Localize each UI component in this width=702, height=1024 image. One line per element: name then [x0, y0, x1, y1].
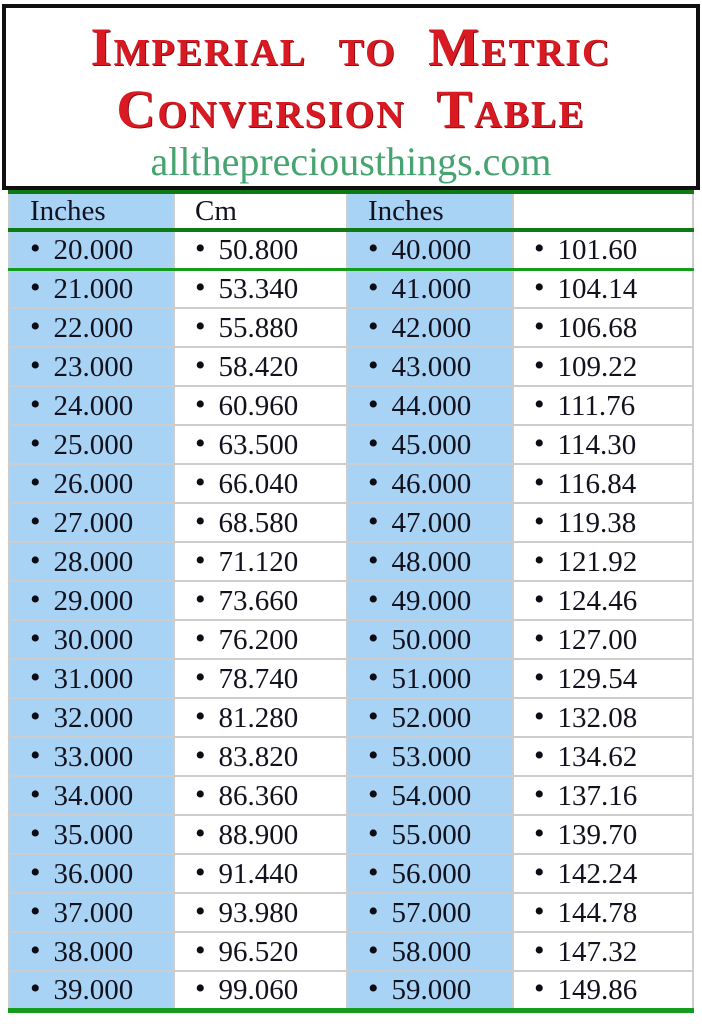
- cell-value: 33.000: [53, 740, 134, 773]
- cell-value: 26.000: [53, 467, 134, 500]
- table-cell: [513, 776, 693, 815]
- cell-value: 48.000: [391, 545, 472, 578]
- bullet-icon: •: [195, 660, 206, 694]
- table-cell: [513, 386, 693, 425]
- table-cell: [174, 503, 347, 542]
- cell-value: 58.420: [218, 350, 299, 383]
- cell-value: 137.16: [557, 779, 638, 812]
- cell-value: 63.500: [218, 428, 299, 461]
- table-cell: [9, 932, 174, 971]
- page-title-line2: Conversion Table: [116, 79, 586, 139]
- bullet-icon: •: [195, 348, 206, 382]
- bullet-icon: •: [368, 971, 379, 1005]
- cell-value: 114.30: [557, 428, 637, 461]
- cell-value: 27.000: [53, 506, 134, 539]
- bullet-icon: •: [534, 543, 545, 577]
- table-cell: [513, 893, 693, 932]
- table-row: [9, 737, 693, 776]
- table-cell: [174, 893, 347, 932]
- cell-value: 38.000: [53, 935, 134, 968]
- cell-value: 55.000: [391, 818, 472, 851]
- bullet-icon: •: [30, 465, 41, 499]
- table-cell: [513, 269, 693, 308]
- cell-value: 96.520: [218, 935, 299, 968]
- cell-value: 22.000: [53, 311, 134, 344]
- table-cell: [9, 464, 174, 503]
- cell-value: 58.000: [391, 935, 472, 968]
- bullet-icon: •: [30, 816, 41, 850]
- bullet-icon: •: [30, 738, 41, 772]
- cell-value: 111.76: [557, 389, 636, 422]
- bullet-icon: •: [368, 387, 379, 421]
- table-row: [9, 971, 693, 1010]
- table-cell: [513, 308, 693, 347]
- table-cell: [347, 698, 513, 737]
- bullet-icon: •: [534, 309, 545, 343]
- table-cell: [174, 854, 347, 893]
- table-cell: [9, 893, 174, 932]
- cell-value: 56.000: [391, 857, 472, 890]
- bullet-icon: •: [534, 231, 545, 265]
- cell-value: 30.000: [53, 623, 134, 656]
- table-cell: [513, 503, 693, 542]
- table-cell: [513, 620, 693, 659]
- table-cell: [174, 425, 347, 464]
- cell-value: 83.820: [218, 740, 299, 773]
- cell-value: 119.38: [557, 506, 637, 539]
- cell-value: 42.000: [391, 311, 472, 344]
- bullet-icon: •: [368, 894, 379, 928]
- cell-value: 21.000: [53, 272, 134, 305]
- table-cell: [513, 854, 693, 893]
- bullet-icon: •: [368, 621, 379, 655]
- cell-value: 116.84: [557, 467, 637, 500]
- column-header: Inches: [347, 192, 513, 230]
- table-row: [9, 932, 693, 971]
- bullet-icon: •: [534, 426, 545, 460]
- bullet-icon: •: [534, 933, 545, 967]
- table-cell: [513, 347, 693, 386]
- bullet-icon: •: [195, 270, 206, 304]
- table-cell: [513, 737, 693, 776]
- table-row: [9, 815, 693, 854]
- cell-value: 23.000: [53, 350, 134, 383]
- bullet-icon: •: [195, 971, 206, 1005]
- table-cell: [9, 230, 174, 269]
- table-header-row: [9, 192, 693, 230]
- cell-value: 66.040: [218, 467, 299, 500]
- table-cell: [347, 503, 513, 542]
- cell-value: 142.24: [557, 857, 638, 890]
- cell-value: 55.880: [218, 311, 299, 344]
- table-cell: [174, 815, 347, 854]
- table-cell: [513, 542, 693, 581]
- table-cell: [9, 581, 174, 620]
- table-cell: [347, 308, 513, 347]
- bullet-icon: •: [368, 777, 379, 811]
- bullet-icon: •: [30, 777, 41, 811]
- bullet-icon: •: [534, 855, 545, 889]
- bullet-icon: •: [30, 933, 41, 967]
- bullet-icon: •: [30, 504, 41, 538]
- cell-value: 73.660: [218, 584, 299, 617]
- bullet-icon: •: [195, 855, 206, 889]
- table-cell: [347, 542, 513, 581]
- cell-value: 28.000: [53, 545, 134, 578]
- table-row: [9, 542, 693, 581]
- bullet-icon: •: [368, 855, 379, 889]
- cell-value: 68.580: [218, 506, 299, 539]
- table-cell: [513, 659, 693, 698]
- page-title-line1: Imperial to Metric: [90, 17, 612, 77]
- cell-value: 50.800: [218, 233, 299, 266]
- table-cell: [9, 776, 174, 815]
- bullet-icon: •: [368, 504, 379, 538]
- table-cell: [513, 425, 693, 464]
- bullet-icon: •: [30, 582, 41, 616]
- table-cell: [9, 620, 174, 659]
- table-cell: [347, 620, 513, 659]
- cell-value: 76.200: [218, 623, 299, 656]
- cell-value: 46.000: [391, 467, 472, 500]
- bullet-icon: •: [30, 270, 41, 304]
- cell-value: 44.000: [391, 389, 472, 422]
- conversion-table: [8, 190, 694, 1013]
- cell-value: 134.62: [557, 740, 638, 773]
- cell-value: 40.000: [391, 233, 472, 266]
- bullet-icon: •: [195, 543, 206, 577]
- table-cell: [9, 347, 174, 386]
- table-cell: [9, 659, 174, 698]
- bullet-icon: •: [534, 660, 545, 694]
- cell-value: 34.000: [53, 779, 134, 812]
- bullet-icon: •: [534, 738, 545, 772]
- bullet-icon: •: [195, 777, 206, 811]
- cell-value: 71.120: [218, 545, 299, 578]
- table-row: [9, 386, 693, 425]
- bullet-icon: •: [534, 621, 545, 655]
- cell-value: 20.000: [53, 233, 134, 266]
- table-cell: [9, 737, 174, 776]
- table-cell: [347, 230, 513, 269]
- table-row: [9, 503, 693, 542]
- table-cell: [347, 815, 513, 854]
- bullet-icon: •: [195, 465, 206, 499]
- bullet-icon: •: [368, 270, 379, 304]
- table-cell: [9, 971, 174, 1010]
- table-cell: [9, 269, 174, 308]
- bullet-icon: •: [368, 738, 379, 772]
- table-row: [9, 893, 693, 932]
- bullet-icon: •: [195, 231, 206, 265]
- bullet-icon: •: [30, 855, 41, 889]
- table-cell: [174, 386, 347, 425]
- bullet-icon: •: [195, 894, 206, 928]
- bullet-icon: •: [30, 309, 41, 343]
- cell-value: 106.68: [557, 311, 638, 344]
- table-cell: [9, 815, 174, 854]
- table-row: [9, 776, 693, 815]
- bullet-icon: •: [368, 426, 379, 460]
- cell-value: 51.000: [391, 662, 472, 695]
- bullet-icon: •: [534, 387, 545, 421]
- table-cell: [174, 308, 347, 347]
- cell-value: 39.000: [53, 973, 134, 1006]
- bullet-icon: •: [368, 660, 379, 694]
- cell-value: 53.340: [218, 272, 299, 305]
- cell-value: 49.000: [391, 584, 472, 617]
- cell-value: 50.000: [391, 623, 472, 656]
- table-cell: [347, 971, 513, 1010]
- table-cell: [347, 776, 513, 815]
- table-cell: [9, 854, 174, 893]
- table-row: [9, 425, 693, 464]
- table-row: [9, 659, 693, 698]
- bullet-icon: •: [368, 699, 379, 733]
- table-row: [9, 698, 693, 737]
- table-cell: [347, 269, 513, 308]
- table-cell: [513, 932, 693, 971]
- bullet-icon: •: [534, 699, 545, 733]
- bullet-icon: •: [534, 582, 545, 616]
- bullet-icon: •: [195, 504, 206, 538]
- bullet-icon: •: [30, 426, 41, 460]
- cell-value: 52.000: [391, 701, 472, 734]
- table-cell: [347, 581, 513, 620]
- bullet-icon: •: [368, 231, 379, 265]
- cell-value: 35.000: [53, 818, 134, 851]
- bullet-icon: •: [368, 309, 379, 343]
- cell-value: 43.000: [391, 350, 472, 383]
- bullet-icon: •: [534, 777, 545, 811]
- cell-value: 139.70: [557, 818, 638, 851]
- cell-value: 29.000: [53, 584, 134, 617]
- table-cell: [174, 971, 347, 1010]
- cell-value: 127.00: [557, 623, 638, 656]
- table-cell: [9, 542, 174, 581]
- cell-value: 149.86: [557, 973, 638, 1006]
- table-row: [9, 581, 693, 620]
- table-row: [9, 347, 693, 386]
- table-cell: [174, 659, 347, 698]
- bullet-icon: •: [534, 348, 545, 382]
- table-cell: [9, 425, 174, 464]
- table-cell: [513, 815, 693, 854]
- bullet-icon: •: [30, 387, 41, 421]
- table-cell: [174, 542, 347, 581]
- bullet-icon: •: [368, 465, 379, 499]
- bullet-icon: •: [534, 971, 545, 1005]
- cell-value: 41.000: [391, 272, 472, 305]
- table-cell: [513, 464, 693, 503]
- bullet-icon: •: [368, 933, 379, 967]
- cell-value: 86.360: [218, 779, 299, 812]
- bullet-icon: •: [534, 504, 545, 538]
- column-header: Cm: [174, 192, 347, 230]
- table-cell: [513, 230, 693, 269]
- cell-value: 32.000: [53, 701, 134, 734]
- bullet-icon: •: [30, 699, 41, 733]
- table-cell: [174, 464, 347, 503]
- bullet-icon: •: [195, 582, 206, 616]
- table-cell: [174, 347, 347, 386]
- cell-value: 93.980: [218, 896, 299, 929]
- table-cell: [347, 893, 513, 932]
- bullet-icon: •: [534, 816, 545, 850]
- cell-value: 25.000: [53, 428, 134, 461]
- bullet-icon: •: [368, 816, 379, 850]
- bullet-icon: •: [195, 426, 206, 460]
- cell-value: 144.78: [557, 896, 638, 929]
- bullet-icon: •: [30, 621, 41, 655]
- column-header: Inches: [9, 192, 174, 230]
- cell-value: 91.440: [218, 857, 299, 890]
- bullet-icon: •: [534, 270, 545, 304]
- cell-value: 147.32: [557, 935, 638, 968]
- cell-value: 78.740: [218, 662, 299, 695]
- cell-value: 37.000: [53, 896, 134, 929]
- table-row: [9, 230, 693, 269]
- cell-value: 88.900: [218, 818, 299, 851]
- bullet-icon: •: [534, 465, 545, 499]
- bullet-icon: •: [195, 699, 206, 733]
- bullet-icon: •: [30, 660, 41, 694]
- table-cell: [174, 581, 347, 620]
- website-url: allthepreciousthings.com: [150, 139, 552, 184]
- cell-value: 101.60: [557, 233, 638, 266]
- table-cell: [347, 932, 513, 971]
- cell-value: 124.46: [557, 584, 638, 617]
- cell-value: 81.280: [218, 701, 299, 734]
- bullet-icon: •: [368, 543, 379, 577]
- table-cell: [174, 737, 347, 776]
- cell-value: 104.14: [557, 272, 638, 305]
- table-cell: [174, 620, 347, 659]
- bullet-icon: •: [30, 971, 41, 1005]
- table-cell: [347, 386, 513, 425]
- bullet-icon: •: [368, 582, 379, 616]
- table-cell: [513, 698, 693, 737]
- table-cell: [174, 776, 347, 815]
- table-cell: [174, 269, 347, 308]
- table-cell: [174, 230, 347, 269]
- table-row: [9, 854, 693, 893]
- bullet-icon: •: [195, 816, 206, 850]
- cell-value: 36.000: [53, 857, 134, 890]
- bullet-icon: •: [195, 387, 206, 421]
- cell-value: 129.54: [557, 662, 638, 695]
- title-banner: [2, 4, 700, 190]
- bullet-icon: •: [195, 309, 206, 343]
- cell-value: 60.960: [218, 389, 299, 422]
- table-cell: [174, 698, 347, 737]
- table-cell: [347, 347, 513, 386]
- table-cell: [174, 932, 347, 971]
- cell-value: 132.08: [557, 701, 638, 734]
- table-cell: [513, 581, 693, 620]
- bullet-icon: •: [368, 348, 379, 382]
- cell-value: 121.92: [557, 545, 638, 578]
- table-cell: [347, 464, 513, 503]
- cell-value: 99.060: [218, 973, 299, 1006]
- table-cell: [347, 737, 513, 776]
- bullet-icon: •: [534, 894, 545, 928]
- cell-value: 47.000: [391, 506, 472, 539]
- table-cell: [347, 854, 513, 893]
- bullet-icon: •: [195, 933, 206, 967]
- bullet-icon: •: [30, 894, 41, 928]
- bullet-icon: •: [195, 738, 206, 772]
- table-cell: [9, 308, 174, 347]
- bullet-icon: •: [195, 621, 206, 655]
- column-header: [513, 192, 693, 230]
- bullet-icon: •: [30, 543, 41, 577]
- cell-value: 57.000: [391, 896, 472, 929]
- table-cell: [9, 698, 174, 737]
- cell-value: 53.000: [391, 740, 472, 773]
- cell-value: 54.000: [391, 779, 472, 812]
- cell-value: 31.000: [53, 662, 134, 695]
- table-cell: [347, 425, 513, 464]
- bullet-icon: •: [30, 348, 41, 382]
- bullet-icon: •: [30, 231, 41, 265]
- table-row: [9, 269, 693, 308]
- table-row: [9, 620, 693, 659]
- cell-value: 24.000: [53, 389, 134, 422]
- table-cell: [513, 971, 693, 1010]
- table-row: [9, 464, 693, 503]
- table-cell: [9, 386, 174, 425]
- table-cell: [347, 659, 513, 698]
- cell-value: 109.22: [557, 350, 638, 383]
- table-cell: [9, 503, 174, 542]
- cell-value: 45.000: [391, 428, 472, 461]
- cell-value: 59.000: [391, 973, 472, 1006]
- table-row: [9, 308, 693, 347]
